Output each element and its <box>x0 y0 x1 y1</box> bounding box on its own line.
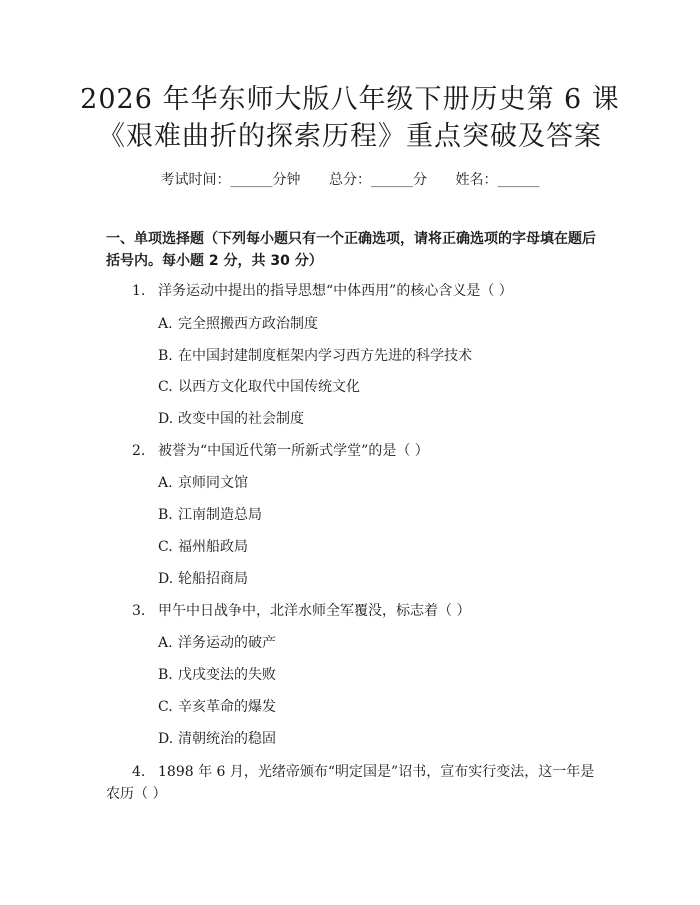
option-letter: A. <box>158 475 173 491</box>
option-text: 辛亥革命的爆发 <box>178 699 276 715</box>
name-field: 姓名：______ <box>455 172 540 188</box>
option-text: 京师同文馆 <box>178 475 248 491</box>
option-letter: D. <box>158 731 174 747</box>
option-3b <box>158 665 276 685</box>
option-text: 清朝统治的稳固 <box>178 731 276 747</box>
question-4 <box>106 761 602 805</box>
option-1a <box>158 314 318 334</box>
option-text: 洋务运动的破产 <box>178 635 276 651</box>
question-number: 3. <box>132 603 146 619</box>
question-3 <box>132 601 470 621</box>
option-2c <box>158 537 248 557</box>
exam-meta <box>0 170 700 190</box>
option-text: 江南制造总局 <box>178 507 262 523</box>
option-3a <box>158 633 276 653</box>
option-text: 改变中国的社会制度 <box>178 411 304 427</box>
question-number: 4. <box>132 764 146 780</box>
option-1b <box>158 346 472 366</box>
exam-time-field: 考试时间：______分钟 <box>160 172 301 188</box>
option-letter: A. <box>158 316 173 332</box>
option-1c <box>158 377 360 397</box>
question-number: 2. <box>132 443 146 459</box>
option-text: 戊戌变法的失败 <box>178 667 276 683</box>
option-text: 以西方文化取代中国传统文化 <box>178 379 360 395</box>
option-text: 在中国封建制度框架内学习西方先进的科学技术 <box>178 348 472 364</box>
question-2 <box>132 441 429 461</box>
option-letter: B. <box>158 667 173 683</box>
option-1d <box>158 409 304 429</box>
question-1 <box>132 281 513 301</box>
option-2d <box>158 569 248 589</box>
question-stem: 洋务运动中提出的指导思想“中体西用”的核心含义是（ ） <box>158 283 513 299</box>
section-heading: 一、单项选择题（下列每小题只有一个正确选项，请将正确选项的字母填在题后括号内。每小题 2 分，共 30 分） <box>106 231 596 269</box>
question-stem: 1898 年 6 月，光绪帝颁布“明定国是”诏书，宣布实行变法，这一年是农历（ ） <box>106 764 595 802</box>
option-letter: D. <box>158 571 174 587</box>
option-2b <box>158 505 262 525</box>
option-3d <box>158 729 276 749</box>
total-score-field: 总分：______分 <box>329 172 427 188</box>
option-letter: A. <box>158 635 173 651</box>
option-letter: C. <box>158 539 173 555</box>
document-title-line2: 《艰难曲折的探索历程》重点突破及答案 <box>98 121 602 152</box>
option-letter: B. <box>158 507 173 523</box>
option-text: 轮船招商局 <box>178 571 248 587</box>
option-2a <box>158 473 248 493</box>
question-stem: 被誉为“中国近代第一所新式学堂”的是（ ） <box>158 443 429 459</box>
option-letter: B. <box>158 348 173 364</box>
option-3c <box>158 697 276 717</box>
option-text: 完全照搬西方政治制度 <box>178 316 318 332</box>
question-stem: 甲午中日战争中，北洋水师全军覆没，标志着（ ） <box>158 603 471 619</box>
option-letter: C. <box>158 699 173 715</box>
question-number: 1. <box>132 283 146 299</box>
option-text: 福州船政局 <box>178 539 248 555</box>
option-letter: C. <box>158 379 173 395</box>
option-letter: D. <box>158 411 174 427</box>
document-title-line1: 2026 年华东师大版八年级下册历史第 6 课 <box>80 84 620 115</box>
